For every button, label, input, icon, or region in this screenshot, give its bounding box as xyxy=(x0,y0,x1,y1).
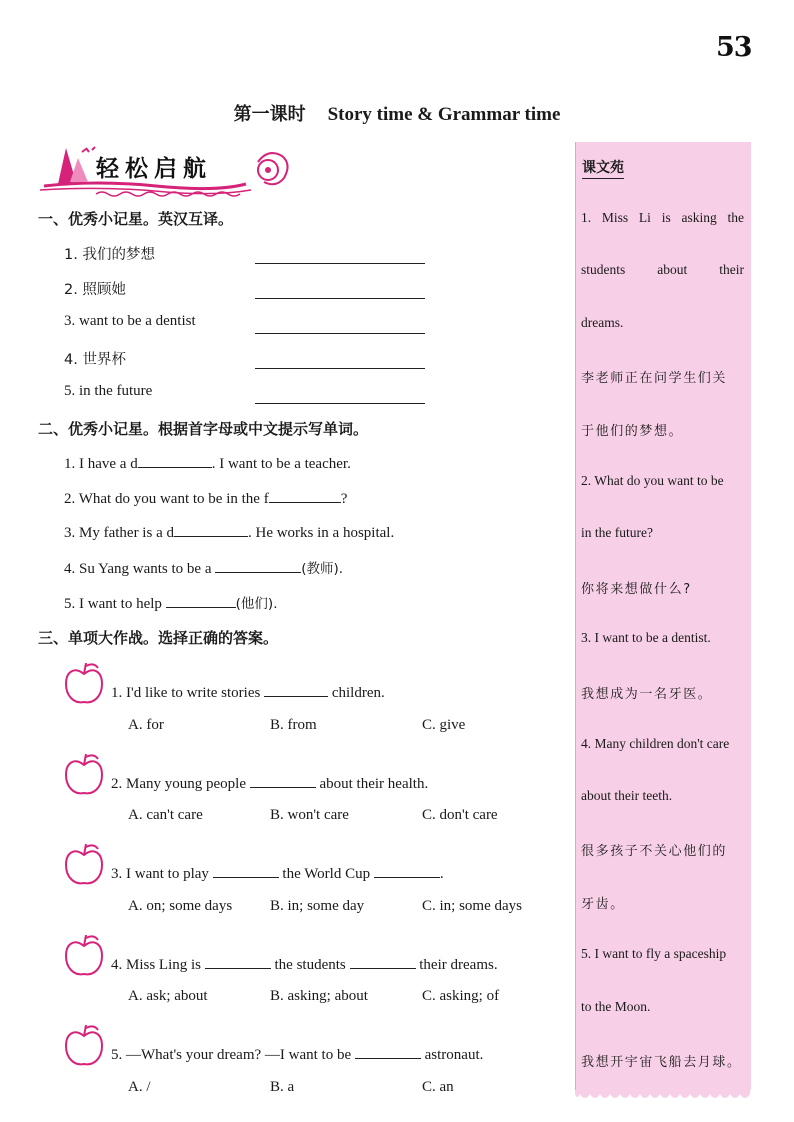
s1-item-3: 3. want to be a dentist xyxy=(64,313,196,329)
s2-item-5-text: 5. I want to help xyxy=(64,596,166,612)
s3-q1-text: 1. I'd like to write stories xyxy=(111,685,265,701)
apple-icon xyxy=(64,660,104,706)
s2-blank-3[interactable] xyxy=(174,522,248,537)
s2-item-2-text: 2. What do you want to be in the f xyxy=(64,491,269,507)
s3-q4-tail: their dreams. xyxy=(415,957,498,973)
sidebar-scallop-edge xyxy=(575,1090,750,1104)
s2-item-4-tail: (教师). xyxy=(301,561,344,577)
s3-question-3 xyxy=(111,863,444,883)
sidebar-line: students about their xyxy=(581,262,744,277)
s2-item-1-text: 1. I have a d xyxy=(64,456,138,472)
section3-heading: 三、单项大作战。选择正确的答案。 xyxy=(38,629,279,647)
s3-q5-option-b[interactable]: B. a xyxy=(270,1079,295,1095)
sidebar-line: 3. I want to be a dentist. xyxy=(581,630,711,645)
apple-icon xyxy=(64,932,104,978)
s2-item-1-tail: . I want to be a teacher. xyxy=(211,456,351,472)
sidebar-line: to the Moon. xyxy=(581,999,651,1014)
s3-q1-option-b[interactable]: B. from xyxy=(270,717,317,733)
s2-item-4 xyxy=(64,557,343,578)
s3-q5-option-a[interactable]: A. / xyxy=(128,1079,151,1095)
sidebar-line: in the future? xyxy=(581,525,653,540)
s3-q2-option-c[interactable]: C. don't care xyxy=(422,807,498,823)
lesson-title-en: Story time & Grammar time xyxy=(327,104,561,125)
s1-answer-line-5[interactable] xyxy=(255,402,425,404)
s3-q4-option-b[interactable]: B. asking; about xyxy=(270,988,368,1004)
sidebar-line: 5. I want to fly a spaceship xyxy=(581,946,727,961)
s3-q4-blank-1[interactable] xyxy=(205,954,271,969)
s3-q2-text: 2. Many young people xyxy=(111,776,250,792)
s3-q3-mid: the World Cup xyxy=(278,866,374,882)
s3-q3-option-a[interactable]: A. on; some days xyxy=(128,898,233,914)
sidebar-line: 于他们的梦想。 xyxy=(581,424,684,439)
s3-q3-blank-2[interactable] xyxy=(374,863,440,878)
s1-answer-line-2[interactable] xyxy=(255,297,425,299)
s2-item-2 xyxy=(64,488,347,508)
s2-blank-4[interactable] xyxy=(215,558,301,573)
s3-q1-tail: children. xyxy=(328,685,385,701)
s2-item-5 xyxy=(64,592,277,613)
s2-item-3-text: 3. My father is a d xyxy=(64,525,174,541)
s2-item-4-text: 4. Su Yang wants to be a xyxy=(64,561,216,577)
s2-item-3-tail: . He works in a hospital. xyxy=(247,525,395,541)
section2-heading: 二、优秀小记星。根据首字母或中文提示写单词。 xyxy=(38,420,369,438)
s3-q5-blank[interactable] xyxy=(355,1044,421,1059)
s3-q4-option-a[interactable]: A. ask; about xyxy=(128,988,208,1004)
s3-q5-option-c[interactable]: C. an xyxy=(422,1079,454,1095)
s3-q3-option-c[interactable]: C. in; some days xyxy=(422,898,522,914)
page-number: 53 xyxy=(716,32,752,63)
lesson-title-cn: 第一课时 xyxy=(233,104,306,125)
s3-q3-option-b[interactable]: B. in; some day xyxy=(270,898,365,914)
s2-item-2-tail: ? xyxy=(340,491,348,507)
s1-answer-line-3[interactable] xyxy=(255,332,425,334)
s3-q1-option-c[interactable]: C. give xyxy=(422,717,466,733)
sidebar-line: 牙齿。 xyxy=(581,897,625,912)
s2-item-1 xyxy=(64,453,351,473)
sidebar-line: 1. Miss Li is asking the xyxy=(581,210,744,225)
s2-blank-5[interactable] xyxy=(166,593,236,608)
s3-q1-option-a[interactable]: A. for xyxy=(128,717,164,733)
s1-item-2: 2. 照顾她 xyxy=(64,282,126,298)
s3-q4-mid: the students xyxy=(270,957,350,973)
sidebar-line: 2. What do you want to be xyxy=(581,473,724,488)
apple-icon xyxy=(64,1022,104,1068)
sidebar-heading: 课文苑 xyxy=(582,157,624,179)
s1-answer-line-1[interactable] xyxy=(255,262,425,264)
s3-q2-blank[interactable] xyxy=(250,773,316,788)
s3-q4-text: 4. Miss Ling is xyxy=(111,957,205,973)
s2-blank-2[interactable] xyxy=(269,488,341,503)
sidebar-line: 李老师正在问学生们关 xyxy=(581,371,728,386)
s3-q3-tail: . xyxy=(439,866,444,882)
section1-heading: 一、优秀小记星。英汉互译。 xyxy=(38,210,234,228)
sidebar-line: 我想开宇宙飞船去月球。 xyxy=(581,1055,742,1070)
s1-item-5: 5. in the future xyxy=(64,383,153,399)
s3-q5-tail: astronaut. xyxy=(420,1047,484,1063)
s3-q1-blank[interactable] xyxy=(264,682,328,697)
s2-blank-1[interactable] xyxy=(138,453,212,468)
s3-question-5 xyxy=(111,1044,483,1064)
s3-q2-tail: about their health. xyxy=(315,776,429,792)
sidebar-line: about their teeth. xyxy=(581,788,673,803)
s2-item-3 xyxy=(64,522,394,542)
apple-icon xyxy=(64,751,104,797)
s3-question-4 xyxy=(111,954,498,974)
s1-answer-line-4[interactable] xyxy=(255,367,425,369)
sidebar-line: 我想成为一名牙医。 xyxy=(581,687,713,702)
s3-q2-option-a[interactable]: A. can't care xyxy=(128,807,203,823)
s3-q2-option-b[interactable]: B. won't care xyxy=(270,807,349,823)
s3-q5-text: 5. —What's your dream? —I want to be xyxy=(111,1047,355,1063)
sidebar-line: 你将来想做什么? xyxy=(581,582,692,597)
s3-q4-option-c[interactable]: C. asking; of xyxy=(422,988,500,1004)
banner-title: 轻松启航 xyxy=(96,156,212,182)
sidebar-line: 4. Many children don't care xyxy=(581,736,730,751)
s3-q3-text: 3. I want to play xyxy=(111,866,213,882)
apple-icon xyxy=(64,841,104,887)
s3-question-1 xyxy=(111,682,385,702)
sidebar-line: 很多孩子不关心他们的 xyxy=(581,844,728,859)
s3-question-2 xyxy=(111,773,428,793)
lesson-title xyxy=(0,100,794,126)
sidebar-line: dreams. xyxy=(581,315,624,330)
s1-item-4: 4. 世界杯 xyxy=(64,352,126,368)
s3-q3-blank-1[interactable] xyxy=(213,863,279,878)
s3-q4-blank-2[interactable] xyxy=(350,954,416,969)
s2-item-5-tail: (他们). xyxy=(235,596,278,612)
s1-item-1: 1. 我们的梦想 xyxy=(64,247,155,263)
